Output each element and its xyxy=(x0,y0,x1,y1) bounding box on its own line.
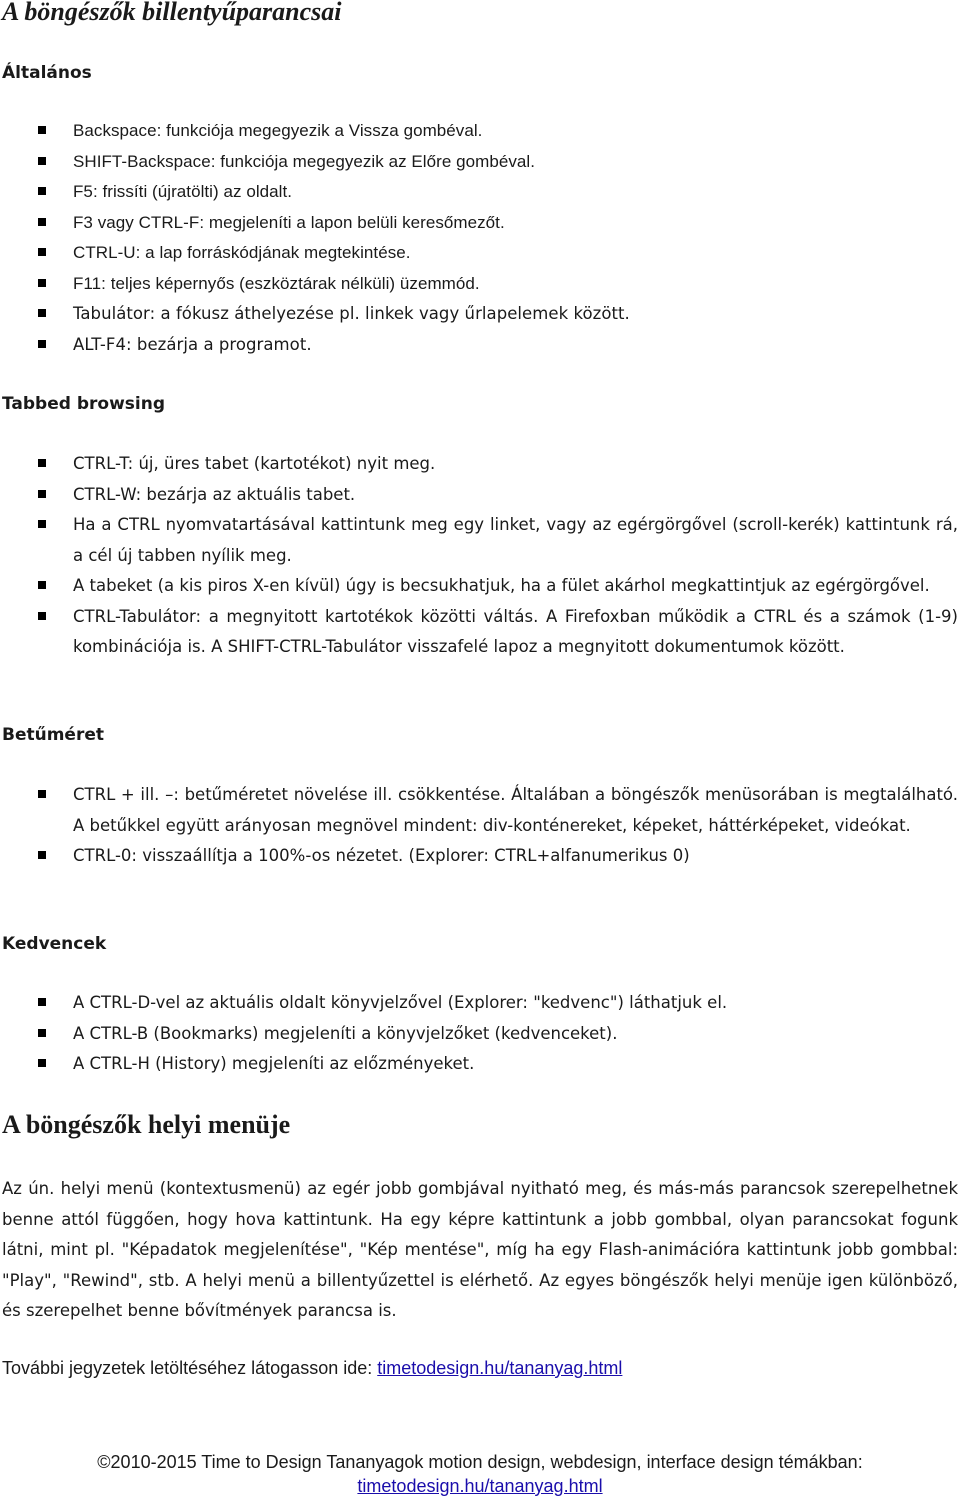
square-bullet-icon xyxy=(38,851,46,859)
square-bullet-icon xyxy=(38,187,46,195)
section-heading-favorites: Kedvencek xyxy=(2,934,107,954)
list-tabbed xyxy=(0,449,960,663)
square-bullet-icon xyxy=(38,459,46,467)
list-item: CTRL-0: visszaállítja a 100%-os nézetet. (Explorer: CTRL+alfanumerikus 0) xyxy=(0,841,960,872)
list-item: F11: teljes képernyős (eszköztárak nélküli) üzemmód. xyxy=(0,269,960,300)
list-item: CTRL-W: bezárja az aktuális tabet. xyxy=(0,480,960,511)
list-item: F3 vagy CTRL-F: megjeleníti a lapon belüli keresőmezőt. xyxy=(0,208,960,239)
square-bullet-icon xyxy=(38,218,46,226)
list-favorites xyxy=(0,988,960,1080)
list-item: ALT-F4: bezárja a programot. xyxy=(0,330,960,361)
square-bullet-icon xyxy=(38,248,46,256)
list-general xyxy=(0,116,960,360)
footer xyxy=(0,1450,960,1498)
square-bullet-icon xyxy=(38,340,46,348)
square-bullet-icon xyxy=(38,126,46,134)
context-menu-paragraph: Az ún. helyi menü (kontextusmenü) az egér jobb gombjával nyitható meg, és más-más parancsok szerepelhetnek benne attól függően, hogy hova kattintunk. Ha egy képre kattintunk a jobb gombbal, olyan parancsokat fogunk látni, mint pl. "Képadatok megjelenítése", "Kép mentése", míg ha egy Flash-animációra kattintunk jobb gombbal: "Play", "Rewind", stb. A helyi menü a billentyűzettel is elérhető. Az egyes böngészők helyi menüje igen különböző, és szerepelhet benne bővítmények parancsa is. xyxy=(2,1179,958,1320)
more-notes-text: További jegyzetek letöltéséhez látogasson ide: xyxy=(2,1358,378,1378)
list-item: SHIFT-Backspace: funkciója megegyezik az Előre gombéval. xyxy=(0,147,960,178)
more-notes-line xyxy=(2,1357,622,1379)
context-menu-title: A böngészők helyi menüje xyxy=(2,1110,291,1139)
list-item: Ha a CTRL nyomvatartásával kattintunk meg egy linket, vagy az egérgörgővel (scroll-kerék) kattintunk rá, a cél új tabben nyílik meg. xyxy=(0,510,960,571)
list-item: Tabulátor: a fókusz áthelyezése pl. linkek vagy űrlapelemek között. xyxy=(0,299,960,330)
list-item: F5: frissíti (újratölti) az oldalt. xyxy=(0,177,960,208)
more-notes-link[interactable]: timetodesign.hu/tananyag.html xyxy=(377,1358,623,1378)
page-title: A böngészők billentyűparancsai xyxy=(2,0,342,26)
list-item: CTRL + ill. –: betűméretet növelése ill. csökkentése. Általában a böngészők menüsorában is megtalálható. A betűkkel együtt arányosan megnövel mindent: div-konténereket, képeket, háttérképeket, videókat. xyxy=(0,780,960,841)
square-bullet-icon xyxy=(38,581,46,589)
list-item: CTRL-T: új, üres tabet (kartotékot) nyit meg. xyxy=(0,449,960,480)
list-fontsize xyxy=(0,780,960,872)
section-heading-tabbed: Tabbed browsing xyxy=(2,394,165,414)
list-item: CTRL-Tabulátor: a megnyitott kartotékok közötti váltás. A Firefoxban működik a CTRL és a számok (1-9) kombinációja is. A SHIFT-CTRL-Tabulátor visszafelé lapoz a megnyitott dokumentumok között. xyxy=(0,602,960,663)
square-bullet-icon xyxy=(38,998,46,1006)
square-bullet-icon xyxy=(38,1029,46,1037)
square-bullet-icon xyxy=(38,490,46,498)
footer-copyright: ©2010-2015 Time to Design Tananyagok motion design, webdesign, interface design témákban: xyxy=(97,1452,863,1472)
list-item: Backspace: funkciója megegyezik a Vissza gombéval. xyxy=(0,116,960,147)
list-item: CTRL-U: a lap forráskódjának megtekintése. xyxy=(0,238,960,269)
square-bullet-icon xyxy=(38,612,46,620)
list-item: A CTRL-B (Bookmarks) megjeleníti a könyvjelzőket (kedvenceket). xyxy=(0,1019,960,1050)
list-item: A CTRL-D-vel az aktuális oldalt könyvjelzővel (Explorer: "kedvenc") láthatjuk el. xyxy=(0,988,960,1019)
list-item: A tabeket (a kis piros X-en kívül) úgy is becsukhatjuk, ha a fület akárhol megkattintjuk az egérgörgővel. xyxy=(0,571,960,602)
list-item: A CTRL-H (History) megjeleníti az előzményeket. xyxy=(0,1049,960,1080)
square-bullet-icon xyxy=(38,309,46,317)
footer-link[interactable]: timetodesign.hu/tananyag.html xyxy=(357,1476,603,1496)
section-heading-fontsize: Betűméret xyxy=(2,725,104,745)
square-bullet-icon xyxy=(38,279,46,287)
square-bullet-icon xyxy=(38,520,46,528)
square-bullet-icon xyxy=(38,1059,46,1067)
section-heading-general: Általános xyxy=(2,63,92,83)
square-bullet-icon xyxy=(38,157,46,165)
square-bullet-icon xyxy=(38,790,46,798)
